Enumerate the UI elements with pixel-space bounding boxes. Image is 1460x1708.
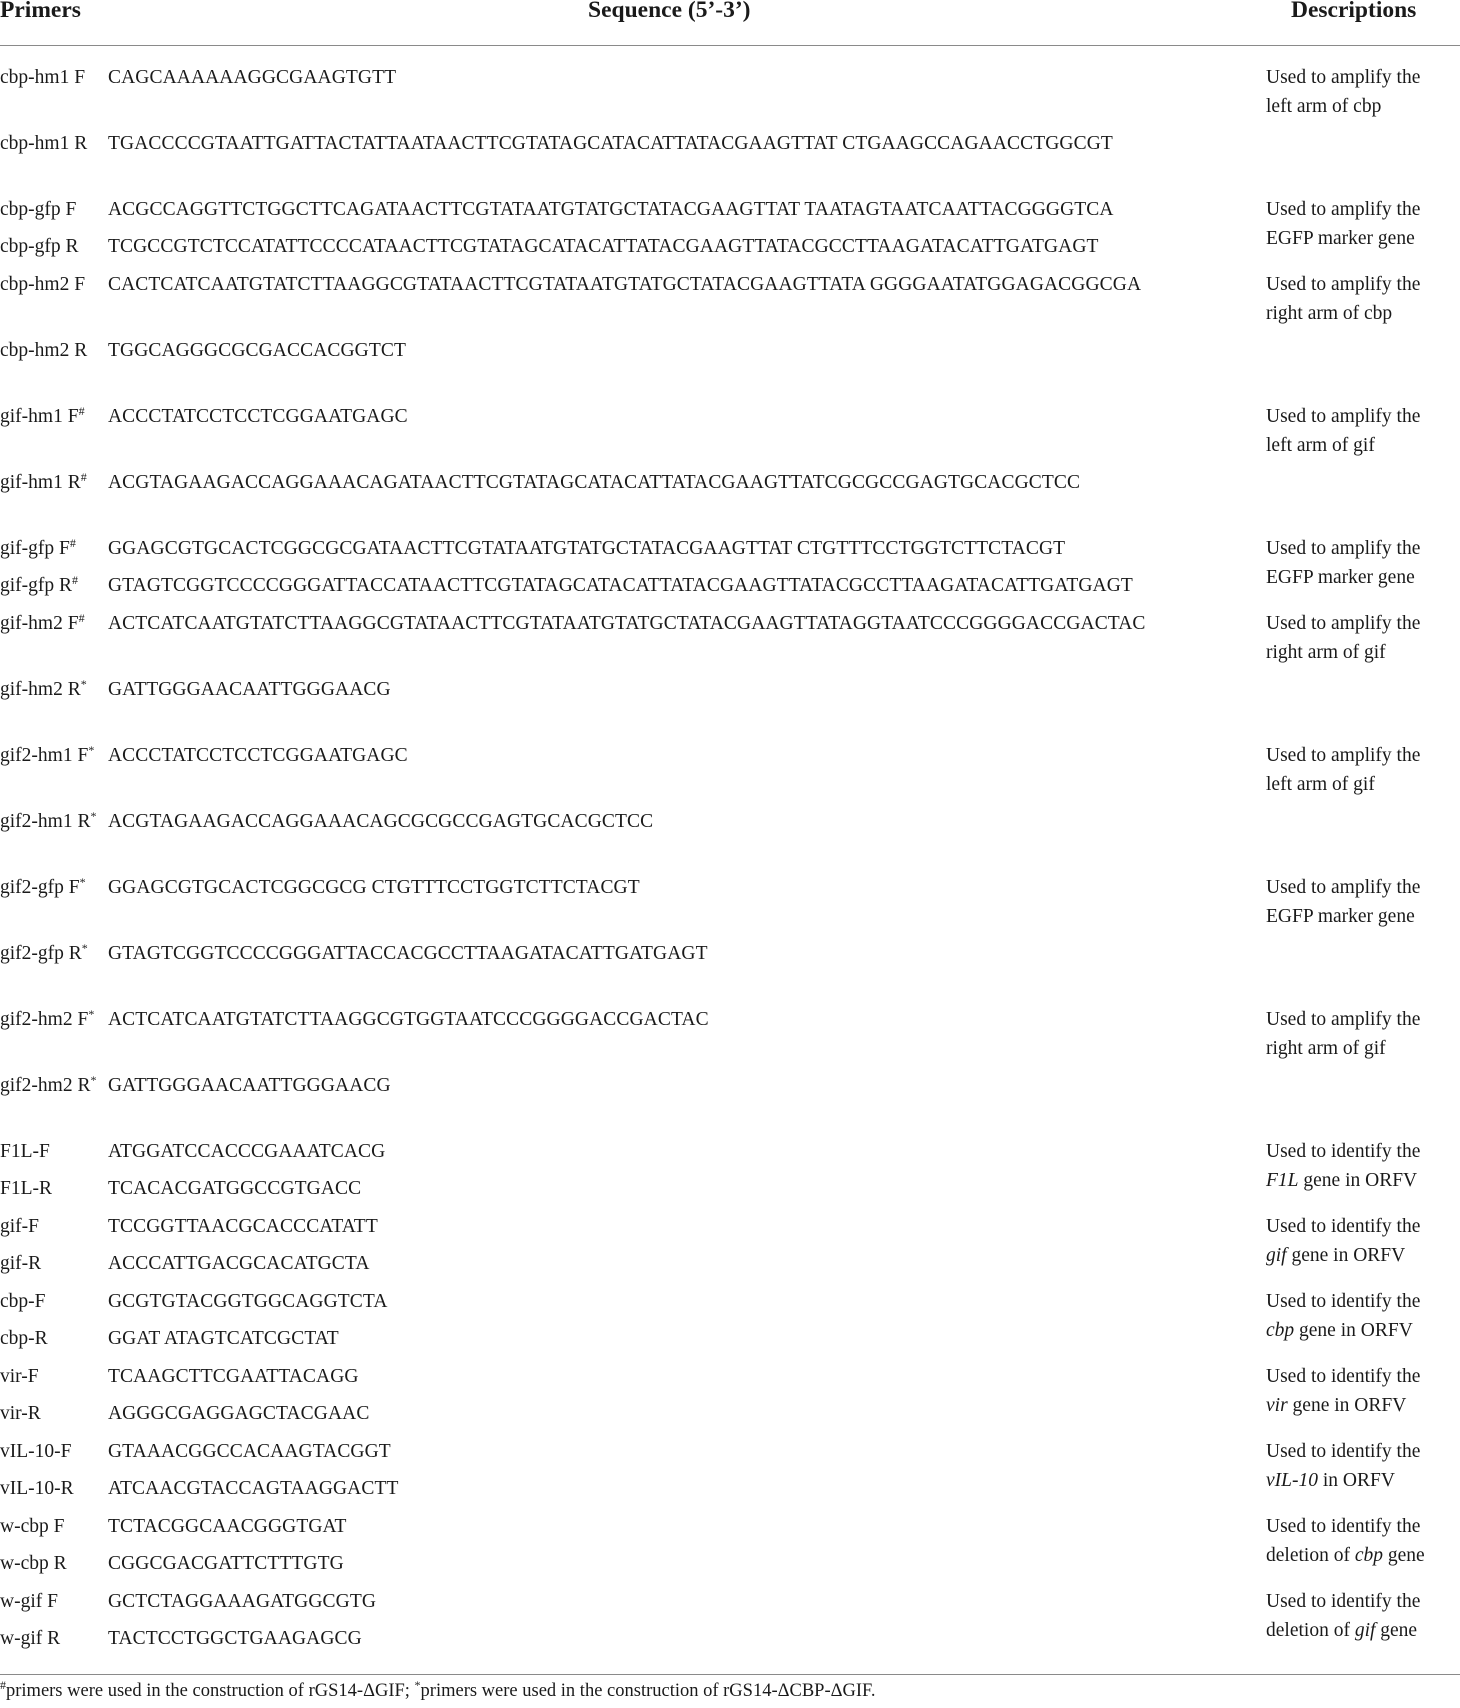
description-cell xyxy=(1266,742,1460,799)
primer-sequence: TCACACGATGGCCGTGACC xyxy=(108,1178,362,1199)
primer-name xyxy=(0,1438,105,1467)
description-cell xyxy=(1266,64,1460,121)
primer-name xyxy=(0,1588,105,1617)
primer-name-text: gif-R xyxy=(0,1253,42,1274)
description-line-2 xyxy=(1266,1542,1460,1571)
primer-name-text: F1L-F xyxy=(0,1141,50,1162)
primer-name xyxy=(0,610,105,639)
description-cell xyxy=(1266,1363,1460,1420)
description-post: gene in ORFV xyxy=(1287,1394,1407,1416)
description-line-1: Used to amplify the xyxy=(1266,1009,1421,1030)
primer-name-text: F1L-R xyxy=(0,1178,53,1199)
description-line-2 xyxy=(1266,1392,1460,1421)
description-em: gif xyxy=(1266,1244,1287,1266)
header-descriptions: Descriptions xyxy=(1291,0,1417,23)
primer-name xyxy=(0,1138,105,1167)
description-cell xyxy=(1266,1288,1460,1345)
primer-footnote-mark: # xyxy=(72,573,79,587)
primer-direction: F xyxy=(68,877,80,898)
primer-sequence: TCTACGGCAACGGGTGAT xyxy=(108,1516,347,1537)
description-line-2 xyxy=(1266,1617,1460,1646)
primer-name xyxy=(0,1363,105,1392)
primer-name-text: gif2-hm1 xyxy=(0,745,73,766)
description-post: gene in ORFV xyxy=(1286,1244,1406,1266)
description-pre: deletion of xyxy=(1266,1619,1355,1641)
primer-name xyxy=(0,1475,105,1504)
description-cell xyxy=(1266,271,1460,328)
primer-sequence: CGGCGACGATTCTTTGTG xyxy=(108,1553,344,1574)
primer-footnote-mark: # xyxy=(80,470,87,484)
primer-name-text: cbp-gfp R xyxy=(0,236,79,257)
description-line-1: Used to amplify the xyxy=(1266,745,1421,766)
primer-name xyxy=(0,1625,105,1654)
primer-name-text: gif-F xyxy=(0,1216,39,1237)
primer-footnote-mark: * xyxy=(90,809,97,823)
description-line-1: Used to identify the xyxy=(1266,1141,1421,1162)
primer-footnote-mark: * xyxy=(90,1073,97,1087)
primer-sequence: GGAT ATAGTCATCGCTAT xyxy=(108,1328,339,1349)
primer-name xyxy=(0,1175,105,1204)
description-cell xyxy=(1266,1513,1460,1570)
header-rule xyxy=(0,45,1460,46)
primer-footnote-mark: * xyxy=(79,875,86,889)
primer-sequence: GATTGGGAACAATTGGGAACG xyxy=(108,679,391,700)
description-line-1: Used to identify the xyxy=(1266,1441,1421,1462)
description-pre: EGFP marker gene xyxy=(1266,566,1415,588)
description-pre: right arm of gif xyxy=(1266,1037,1386,1059)
primer-sequence: AGGGCGAGGAGCTACGAAC xyxy=(108,1403,370,1424)
primer-name xyxy=(0,64,105,93)
description-line-2 xyxy=(1266,1035,1460,1064)
description-line-1: Used to amplify the xyxy=(1266,877,1421,898)
primer-name-text: cbp-F xyxy=(0,1291,46,1312)
primer-name xyxy=(0,337,105,366)
primer-sequence: GTAGTCGGTCCCCGGGATTACCACGCCTTAAGATACATTGATGAGT xyxy=(108,943,708,964)
description-line-2 xyxy=(1266,771,1460,800)
description-pre: right arm of gif xyxy=(1266,641,1386,663)
primer-name xyxy=(0,676,105,705)
primer-sequence: ACTCATCAATGTATCTTAAGGCGTGGTAATCCCGGGGACCGACTAC xyxy=(108,1009,709,1030)
primer-sequence: GATTGGGAACAATTGGGAACG xyxy=(108,1075,391,1096)
primer-name-text: cbp-hm1 xyxy=(0,133,70,154)
primer-name-text: gif2-hm2 xyxy=(0,1075,73,1096)
primer-direction: R xyxy=(67,679,81,700)
primer-name-text: vIL-10-R xyxy=(0,1478,74,1499)
description-pre: EGFP marker gene xyxy=(1266,905,1415,927)
primer-name xyxy=(0,1513,105,1542)
primer-name-text: vIL-10-F xyxy=(0,1441,72,1462)
primer-name-text: cbp-hm2 xyxy=(0,340,70,361)
description-line-1: Used to identify the xyxy=(1266,1291,1421,1312)
description-line-2 xyxy=(1266,300,1460,329)
primer-sequence: GTAGTCGGTCCCCGGGATTACCATAACTTCGTATAGCATACATTATACGAAGTTATACGCCTTAAGATACATTGATGAGT xyxy=(108,575,1133,596)
primer-name-text: w-gif R xyxy=(0,1628,61,1649)
primer-direction: F xyxy=(67,613,79,634)
primer-name xyxy=(0,1213,105,1242)
primer-sequence: ACGTAGAAGACCAGGAAACAGATAACTTCGTATAGCATACATTATACGAAGTTATCGCGCCGAGTGCACGCTCC xyxy=(108,472,1081,493)
description-line-2 xyxy=(1266,564,1460,593)
description-line-1: Used to amplify the xyxy=(1266,274,1421,295)
footnote-hash-mark: # xyxy=(0,1678,6,1692)
primer-name-text: cbp-gfp F xyxy=(0,199,77,220)
description-line-1: Used to amplify the xyxy=(1266,613,1421,634)
description-em: gif xyxy=(1354,1619,1376,1641)
primer-footnote-mark: * xyxy=(81,941,88,955)
description-post: gene in ORFV xyxy=(1294,1319,1413,1341)
description-em: cbp xyxy=(1266,1319,1295,1341)
primer-direction: R xyxy=(67,472,81,493)
description-line-1: Used to identify the xyxy=(1266,1366,1421,1387)
primer-sequence: ATGGATCCACCCGAAATCACG xyxy=(108,1141,386,1162)
description-cell xyxy=(1266,1213,1460,1270)
primer-sequence: TCGCCGTCTCCATATTCCCCATAACTTCGTATAGCATACATTATACGAAGTTATACGCCTTAAGATACATTGATGAGT xyxy=(108,236,1099,257)
description-line-2 xyxy=(1266,1467,1460,1496)
primer-sequence: TCCGGTTAACGCACCCATATT xyxy=(108,1216,378,1237)
primer-sequence: GTAAACGGCCACAAGTACGGT xyxy=(108,1441,391,1462)
description-pre: right arm of cbp xyxy=(1266,302,1393,324)
bottom-rule xyxy=(0,1674,1460,1675)
primer-name xyxy=(0,572,105,601)
primer-direction: R xyxy=(74,133,88,154)
footnote-text-2: primers were used in the construction of rGS14-ΔCBP-ΔGIF. xyxy=(420,1681,876,1701)
header-primers: Primers xyxy=(0,0,81,23)
description-line-1: Used to identify the xyxy=(1266,1591,1421,1612)
description-em: F1L xyxy=(1266,1169,1299,1191)
description-cell xyxy=(1266,610,1460,667)
primer-name-text: w-cbp R xyxy=(0,1553,67,1574)
primer-name-text: w-gif F xyxy=(0,1591,58,1612)
primer-direction: F xyxy=(77,745,89,766)
primer-sequence: TGGCAGGGCGCGACCACGGTCT xyxy=(108,340,406,361)
description-post: in ORFV xyxy=(1318,1469,1395,1491)
description-line-1: Used to amplify the xyxy=(1266,406,1421,427)
description-em: cbp xyxy=(1354,1544,1383,1566)
primer-name xyxy=(0,1400,105,1429)
primer-name-text: vir-F xyxy=(0,1366,39,1387)
primer-sequence: TCAAGCTTCGAATTACAGG xyxy=(108,1366,359,1387)
primer-name-text: gif2-hm2 xyxy=(0,1009,73,1030)
description-pre: left arm of gif xyxy=(1266,434,1375,456)
primer-sequence: CAGCAAAAAAGGCGAAGTGTT xyxy=(108,67,397,88)
primer-direction: F xyxy=(77,1009,89,1030)
primer-name xyxy=(0,1006,105,1035)
primer-name xyxy=(0,535,105,564)
primer-direction: R xyxy=(68,943,82,964)
primer-name-text: cbp-R xyxy=(0,1328,48,1349)
primer-name-text: gif-hm2 xyxy=(0,679,63,700)
primer-name xyxy=(0,940,105,969)
primer-footnote-mark: * xyxy=(88,1007,95,1021)
primer-name xyxy=(0,271,105,300)
primer-sequence: ACCCTATCCTCCTCGGAATGAGC xyxy=(108,406,408,427)
description-cell xyxy=(1266,874,1460,931)
description-em: vir xyxy=(1266,1394,1288,1416)
description-cell xyxy=(1266,1588,1460,1645)
primer-name-text: gif2-hm1 xyxy=(0,811,73,832)
primer-sequence: ACGCCAGGTTCTGGCTTCAGATAACTTCGTATAATGTATGCTATACGAAGTTAT TAATAGTAATCAATTACGGGGTCA xyxy=(108,199,1114,220)
primer-footnote-mark: # xyxy=(78,404,85,418)
primer-name-text: gif2-gfp xyxy=(0,943,64,964)
description-cell xyxy=(1266,1138,1460,1195)
primer-name xyxy=(0,1288,105,1317)
description-line-2 xyxy=(1266,903,1460,932)
primer-footnote-mark: * xyxy=(88,743,95,757)
primer-name-text: gif-hm1 xyxy=(0,472,63,493)
primer-name xyxy=(0,1325,105,1354)
primer-name-text: gif-hm2 xyxy=(0,613,63,634)
primer-sequence: GCTCTAGGAAAGATGGCGTG xyxy=(108,1591,377,1612)
primer-sequence: ACCCTATCCTCCTCGGAATGAGC xyxy=(108,745,408,766)
description-post: gene xyxy=(1375,1619,1418,1641)
primer-sequence: GCGTGTACGGTGGCAGGTCTA xyxy=(108,1291,388,1312)
primer-sequence: ACGTAGAAGACCAGGAAACAGCGCGCCGAGTGCACGCTCC xyxy=(108,811,654,832)
primer-name xyxy=(0,742,105,771)
primer-name-text: w-cbp F xyxy=(0,1516,65,1537)
description-line-1: Used to amplify the xyxy=(1266,67,1421,88)
primer-sequence: ACCCATTGACGCACATGCTA xyxy=(108,1253,370,1274)
primer-footnote-mark: # xyxy=(69,536,76,550)
primer-name-text: gif-gfp R xyxy=(0,575,73,596)
description-post: gene xyxy=(1382,1544,1425,1566)
primer-name xyxy=(0,469,105,498)
primer-name-text: vir-R xyxy=(0,1403,41,1424)
primer-direction: F xyxy=(74,274,86,295)
primer-direction: R xyxy=(77,1075,91,1096)
primer-name xyxy=(0,196,105,225)
primer-name xyxy=(0,130,105,159)
description-cell xyxy=(1266,403,1460,460)
primer-name-text: cbp-hm1 xyxy=(0,67,70,88)
description-cell xyxy=(1266,1006,1460,1063)
primer-sequence: GGAGCGTGCACTCGGCGCGATAACTTCGTATAATGTATGCTATACGAAGTTAT CTGTTTCCTGGTCTTCTACGT xyxy=(108,538,1066,559)
description-pre: left arm of gif xyxy=(1266,773,1375,795)
description-line-2 xyxy=(1266,432,1460,461)
primer-name xyxy=(0,403,105,432)
description-post: gene in ORFV xyxy=(1298,1169,1418,1191)
primer-name xyxy=(0,1072,105,1101)
primer-name xyxy=(0,808,105,837)
header-sequence: Sequence (5’-3’) xyxy=(588,0,751,23)
primer-direction: F xyxy=(67,406,79,427)
primer-footnote-mark: # xyxy=(78,611,85,625)
footnote-star-mark: * xyxy=(414,1678,421,1692)
primer-sequence: TGACCCCGTAATTGATTACTATTAATAACTTCGTATAGCATACATTATACGAAGTTAT CTGAAGCCAGAACCTGGCGT xyxy=(108,133,1113,154)
description-line-2 xyxy=(1266,1317,1460,1346)
primer-name-text: gif-gfp F xyxy=(0,538,70,559)
description-line-2 xyxy=(1266,639,1460,668)
primer-sequence: ATCAACGTACCAGTAAGGACTT xyxy=(108,1478,399,1499)
description-pre: deletion of xyxy=(1266,1544,1355,1566)
primer-sequence: TACTCCTGGCTGAAGAGCG xyxy=(108,1628,362,1649)
primer-direction: R xyxy=(74,340,88,361)
primer-name xyxy=(0,1550,105,1579)
table-header xyxy=(0,0,1460,48)
description-line-1: Used to identify the xyxy=(1266,1216,1421,1237)
description-line-1: Used to identify the xyxy=(1266,1516,1421,1537)
description-line-2 xyxy=(1266,1242,1460,1271)
primer-name xyxy=(0,233,105,262)
description-line-2 xyxy=(1266,1167,1460,1196)
description-line-2 xyxy=(1266,93,1460,122)
primer-sequence: CACTCATCAATGTATCTTAAGGCGTATAACTTCGTATAATGTATGCTATACGAAGTTATA GGGGAATATGGAGACGGCGA xyxy=(108,274,1142,295)
primer-direction: R xyxy=(77,811,91,832)
description-pre: left arm of cbp xyxy=(1266,95,1382,117)
description-line-2 xyxy=(1266,225,1460,254)
description-pre: EGFP marker gene xyxy=(1266,227,1415,249)
primer-name xyxy=(0,874,105,903)
description-cell xyxy=(1266,535,1460,592)
description-line-1: Used to amplify the xyxy=(1266,538,1421,559)
primer-direction: F xyxy=(74,67,86,88)
primer-sequence: ACTCATCAATGTATCTTAAGGCGTATAACTTCGTATAATGTATGCTATACGAAGTTATAGGTAATCCCGGGGACCGACTAC xyxy=(108,613,1146,634)
primer-name-text: gif2-gfp xyxy=(0,877,64,898)
primer-footnote-mark: * xyxy=(80,677,87,691)
footnote xyxy=(0,1678,1460,1702)
primer-name-text: cbp-hm2 xyxy=(0,274,70,295)
primer-name xyxy=(0,1250,105,1279)
primer-sequence: GGAGCGTGCACTCGGCGCG CTGTTTCCTGGTCTTCTACGT xyxy=(108,877,640,898)
description-cell xyxy=(1266,196,1460,253)
description-em: vIL-10 xyxy=(1266,1469,1318,1491)
description-cell xyxy=(1266,1438,1460,1495)
primer-name-text: gif-hm1 xyxy=(0,406,63,427)
description-line-1: Used to amplify the xyxy=(1266,199,1421,220)
footnote-text-1: primers were used in the construction of rGS14-ΔGIF; xyxy=(6,1681,415,1701)
